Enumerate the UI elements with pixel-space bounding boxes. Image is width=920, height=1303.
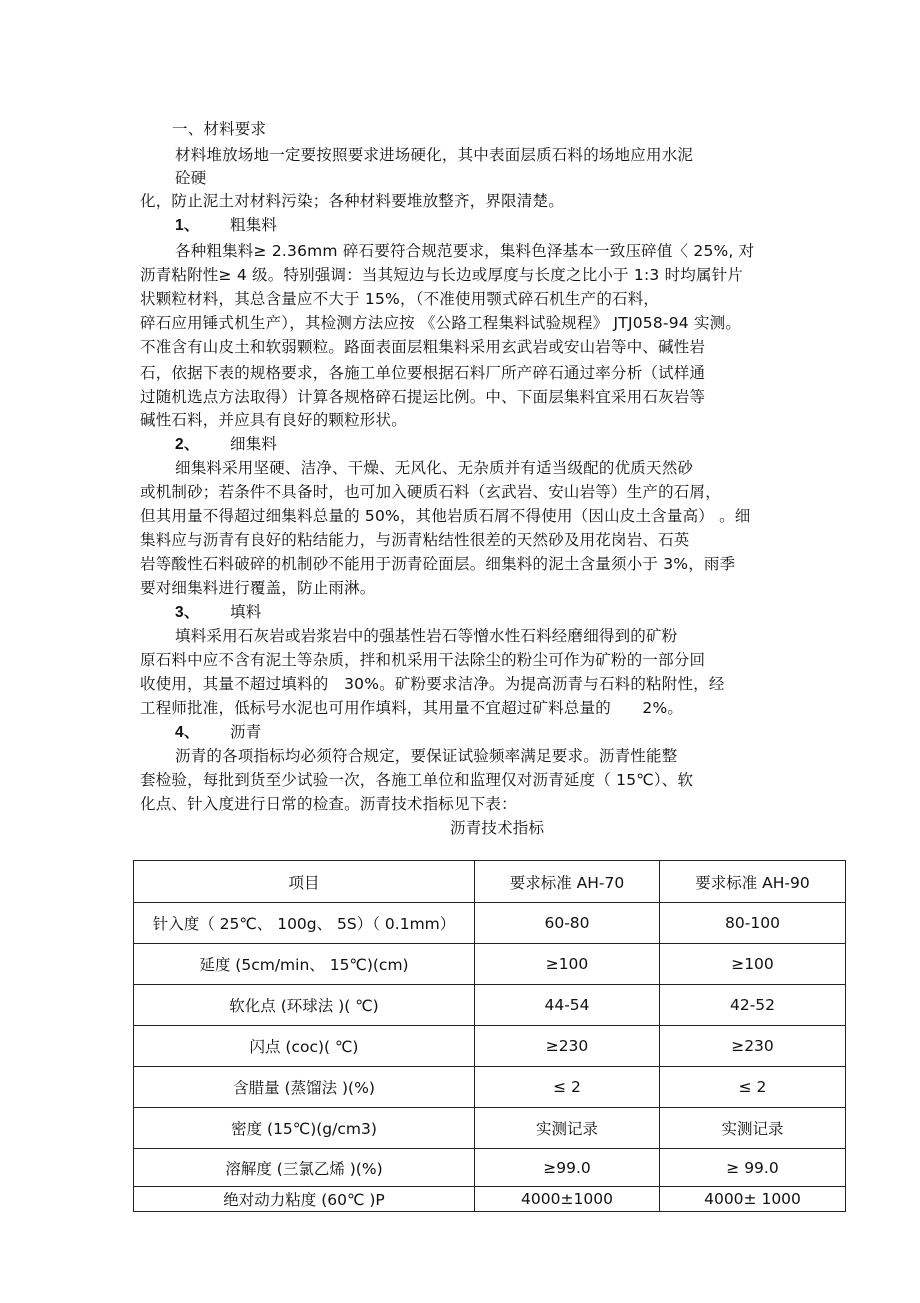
text-line: 碎石应用锤式机生产），其检测方法应按 《公路工程集料试验规程》 JTJ058-94 实测。 <box>140 314 742 332</box>
table-cell: 实测记录 <box>660 1108 846 1149</box>
table-row <box>134 1108 846 1149</box>
table-row <box>134 944 846 985</box>
table-cell: ≥100 <box>475 944 660 985</box>
section-title: 细集料 <box>230 435 278 453</box>
table-cell: ≥ 99.0 <box>660 1149 846 1187</box>
table-header-row <box>134 861 846 903</box>
asphalt-spec-table <box>133 860 846 1212</box>
text-line: 但其用量不得超过细集料总量的 50%，其他岩质石屑不得使用（因山皮土含量高） 。细 <box>140 507 751 525</box>
section-title: 粗集料 <box>230 216 278 234</box>
table-cell: 含腊量 (蒸馏法 )(%) <box>134 1067 475 1108</box>
table-cell: 4000± 1000 <box>660 1187 846 1212</box>
text-line: 石，依据下表的规格要求，各施工单位要根据石料厂所产碎石通过率分析（试样通 <box>140 364 706 382</box>
text-line: 沥青的各项指标均必须符合规定，要保证试验频率满足要求。沥青性能整 <box>175 747 678 765</box>
table-row <box>134 1026 846 1067</box>
table-row <box>134 903 846 944</box>
table-cell: 44-54 <box>475 985 660 1026</box>
text-line: 收使用，其量不超过填料的 30%。矿粉要求洁净。为提高沥青与石料的粘附性，经 <box>140 675 725 693</box>
text-line: 套检验，每批到货至少试验一次，各施工单位和监理仅对沥青延度（ 15℃）、软 <box>140 771 694 789</box>
text-line: 填料采用石灰岩或岩浆岩中的强基性岩石等憎水性石料经磨细得到的矿粉 <box>175 627 678 645</box>
table-cell: ≥99.0 <box>475 1149 660 1187</box>
text-line: 集料应与沥青有良好的粘结能力，与沥青粘结性很差的天然砂及用花岗岩、石英 <box>140 531 690 549</box>
text-line: 岩等酸性石料破碎的机制砂不能用于沥青砼面层。细集料的泥土含量须小于 3%，雨季 <box>140 555 736 573</box>
section-number: 2、 <box>175 436 200 453</box>
table-cell: ≥100 <box>660 944 846 985</box>
table-cell: 溶解度 (三氯乙烯 )(%) <box>134 1149 475 1187</box>
text-line: 化，防止泥土对材料污染；各种材料要堆放整齐，界限清楚。 <box>140 192 564 210</box>
table-cell: 密度 (15℃)(g/cm3) <box>134 1108 475 1149</box>
table-cell: ≤ 2 <box>475 1067 660 1108</box>
section-heading <box>175 602 261 623</box>
table-cell: 闪点 (coc)( ℃) <box>134 1026 475 1067</box>
section-heading <box>175 434 277 455</box>
table-row <box>134 985 846 1026</box>
table-cell: 绝对动力粘度 (60℃ )P <box>134 1187 475 1212</box>
table-cell: 项目 <box>134 861 475 903</box>
table-cell: 延度 (5cm/min、 15℃)(cm) <box>134 944 475 985</box>
text-line: 过随机选点方法取得）计算各规格碎石提运比例。中、下面层集料宜采用石灰岩等 <box>140 388 706 406</box>
table-cell: ≤ 2 <box>660 1067 846 1108</box>
text-line: 细集料采用坚硬、洁净、干燥、无风化、无杂质并有适当级配的优质天然砂 <box>175 459 694 477</box>
text-line: 原石料中应不含有泥土等杂质，拌和机采用干法除尘的粉尘可作为矿粉的一部分回 <box>140 651 706 669</box>
table-row <box>134 1187 846 1212</box>
table-cell: 软化点 (环球法 )( ℃) <box>134 985 475 1026</box>
table-cell: 42-52 <box>660 985 846 1026</box>
text-line: 沥青粘附性≥ 4 级。特别强调：当其短边与长边或厚度与长度之比小于 1:3 时均属针片 <box>140 266 744 284</box>
text-line: 不准含有山皮土和软弱颗粒。路面表面层粗集料采用玄武岩或安山岩等中、碱性岩 <box>140 338 706 356</box>
section-heading <box>175 722 261 743</box>
text-line: 要对细集料进行覆盖，防止雨淋。 <box>140 579 376 597</box>
table-cell: 4000±1000 <box>475 1187 660 1212</box>
section-number: 4、 <box>175 724 200 741</box>
text-line: 砼硬 <box>175 169 207 187</box>
text-line: 各种粗集料≥ 2.36mm 碎石要符合规范要求，集料色泽基本一致压碎值〈 25%, 对 <box>175 242 755 260</box>
page-heading: 一、材料要求 <box>172 120 267 138</box>
section-number: 3、 <box>175 604 200 621</box>
table-cell: 针入度（ 25℃、 100g、 5S）（ 0.1mm） <box>134 903 475 944</box>
table-row <box>134 1149 846 1187</box>
section-number: 1、 <box>175 217 200 234</box>
text-line: 碱性石料，并应具有良好的颗粒形状。 <box>140 411 407 429</box>
table-cell: 实测记录 <box>475 1108 660 1149</box>
section-heading <box>175 215 277 236</box>
table-cell: 要求标准 AH-90 <box>660 861 846 903</box>
table-cell: 80-100 <box>660 903 846 944</box>
table-caption: 沥青技术指标 <box>450 819 545 837</box>
table-row <box>134 1067 846 1108</box>
text-line: 或机制砂；若条件不具备时，也可加入硬质石料（玄武岩、安山岩等）生产的石屑， <box>140 483 721 501</box>
table-cell: ≥230 <box>475 1026 660 1067</box>
text-line: 材料堆放场地一定要按照要求进场硬化，其中表面层质石料的场地应用水泥 <box>175 146 694 164</box>
table-cell: ≥230 <box>660 1026 846 1067</box>
text-line: 工程师批准，低标号水泥也可用作填料，其用量不宜超过矿料总量的 2%。 <box>140 699 684 717</box>
table-cell: 60-80 <box>475 903 660 944</box>
section-title: 填料 <box>230 603 262 621</box>
text-line: 化点、针入度进行日常的检查。沥青技术指标见下表： <box>140 795 517 813</box>
table-cell: 要求标准 AH-70 <box>475 861 660 903</box>
text-line: 状颗粒材料，其总含量应不大于 15%，（不准使用颚式碎石机生产的石料， <box>140 290 660 308</box>
section-title: 沥青 <box>230 723 262 741</box>
